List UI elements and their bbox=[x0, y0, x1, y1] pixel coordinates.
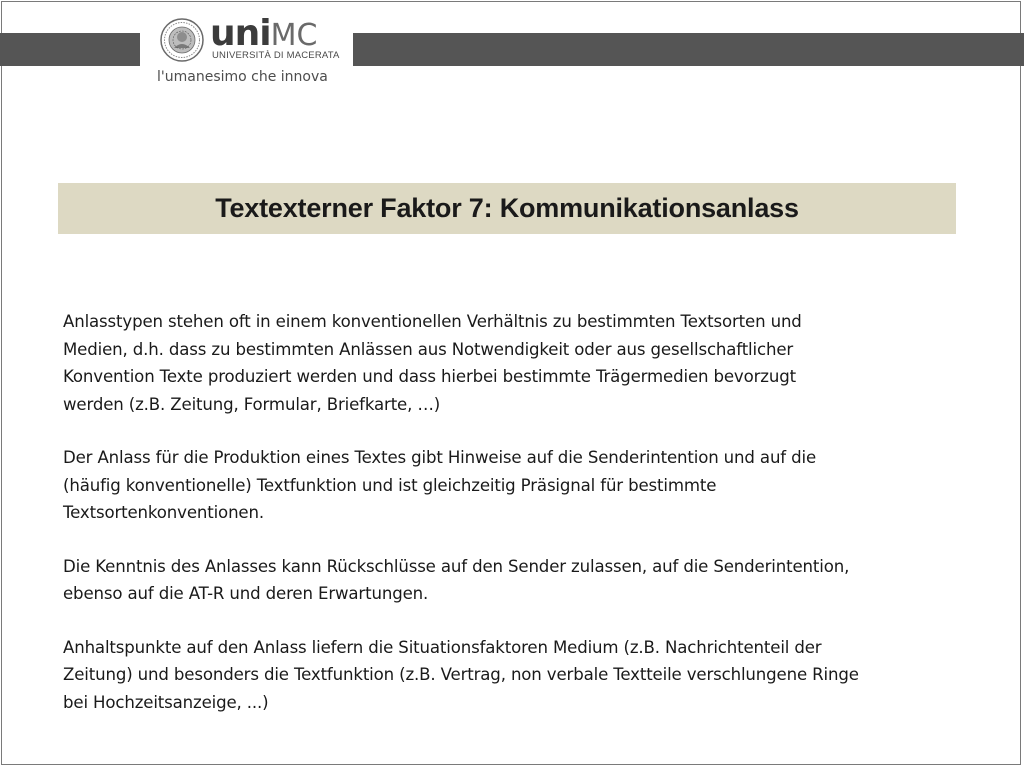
slide-title: Textexterner Faktor 7: Kommunikationsanlass bbox=[215, 193, 799, 223]
slide-body bbox=[63, 308, 968, 716]
text-line: werden (z.B. Zeitung, Formular, Briefkarte, …) bbox=[63, 394, 441, 414]
paragraph bbox=[63, 444, 968, 527]
text-line: (häufig konventionelle) Textfunktion und ist gleichzeitig Präsignal für bestimmte bbox=[63, 475, 717, 495]
text-line: Die Kenntnis des Anlasses kann Rückschlüsse auf den Sender zulassen, auf die Senderintention, bbox=[63, 556, 850, 576]
text-line: Anhaltspunkte auf den Anlass liefern die Situationsfaktoren Medium (z.B. Nachrichtenteil der bbox=[63, 637, 822, 657]
brand-wordmark bbox=[210, 14, 317, 54]
text-line: Anlasstypen stehen oft in einem konventionellen Verhältnis zu bestimmten Textsorten und bbox=[63, 312, 802, 331]
header-band-left bbox=[0, 33, 140, 66]
university-name: UNIVERSITÀ DI MACERATA bbox=[212, 50, 340, 61]
paragraph bbox=[63, 308, 968, 418]
header-band-right bbox=[353, 33, 1024, 66]
text-line: Medien, d.h. dass zu bestimmten Anlässen aus Notwendigkeit oder aus gesellschaftlicher bbox=[63, 339, 794, 359]
university-logo bbox=[152, 12, 348, 90]
text-line: Konvention Texte produziert werden und dass hierbei bestimmte Trägermedien bevorzugt bbox=[63, 367, 796, 386]
brand-wordmark-strong: uni bbox=[210, 13, 271, 54]
tagline: l'umanesimo che innova bbox=[157, 69, 328, 85]
brand-wordmark-light: MC bbox=[270, 18, 318, 53]
text-line: Zeitung) und besonders die Textfunktion (z.B. Vertrag, non verbale Textteile verschlungene Ringe bbox=[63, 665, 859, 684]
paragraph bbox=[63, 553, 968, 608]
text-line: Textsortenkonventionen. bbox=[63, 503, 264, 522]
text-line: Der Anlass für die Produktion eines Textes gibt Hinweise auf die Senderintention und auf die bbox=[63, 448, 817, 467]
text-line: bei Hochzeitsanzeige, ...) bbox=[63, 692, 269, 712]
university-seal-icon bbox=[160, 18, 204, 62]
text-line: ebenso auf die AT-R und deren Erwartungen. bbox=[63, 584, 429, 603]
paragraph bbox=[63, 634, 968, 717]
slide-title-box bbox=[58, 183, 956, 234]
